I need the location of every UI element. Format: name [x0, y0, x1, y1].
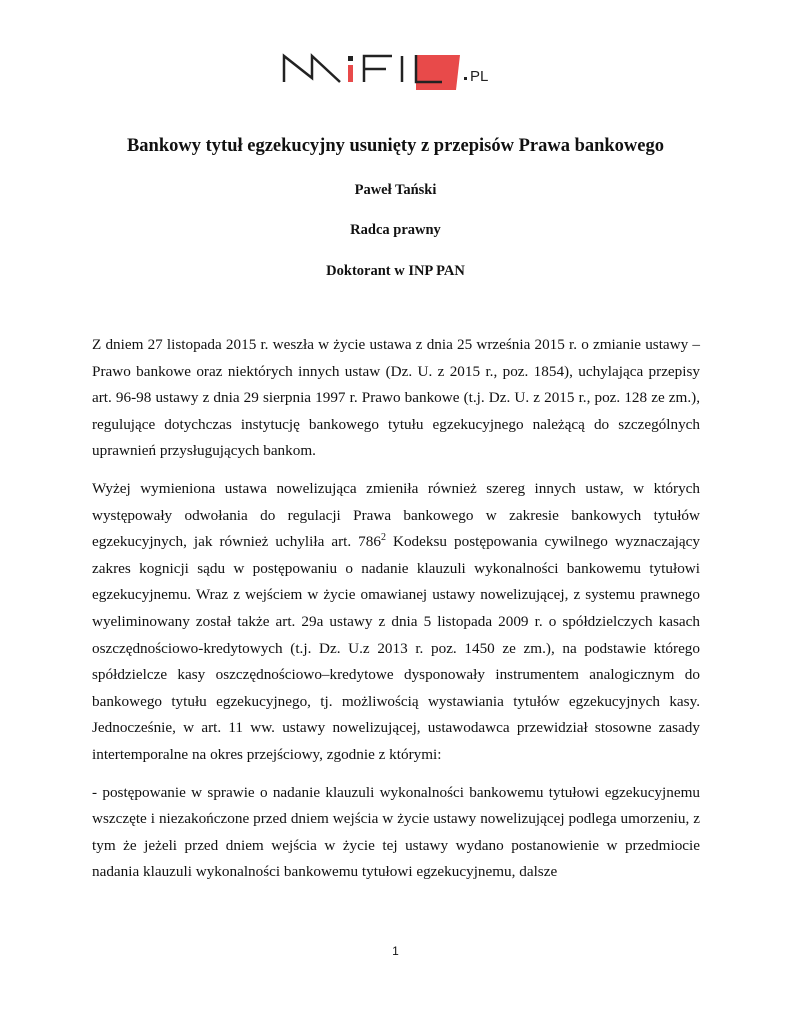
- document-body: [92, 332, 700, 897]
- document-title: Bankowy tytuł egzekucyjny usunięty z przepisów Prawa bankowego: [126, 136, 665, 156]
- mifid-logo-graphic: [282, 46, 510, 94]
- paragraph-3: - postępowanie w sprawie o nadanie klauzuli wykonalności bankowemu tytułowi egzekucyjnemu wszczęte i niezakończone przed dniem wejścia w życie ustawy nowelizującej podlega umorzeniu, z tym że jeżeli przed dniem wejścia w życie tej ustawy wydano postanowienie w przedmiocie nadania klauzuli wykonalności bankowemu tytułowi egzekucyjnemu, dalsze: [92, 783, 700, 881]
- logo-domain-text: PL: [470, 68, 489, 85]
- article-superscript: 2: [380, 532, 386, 544]
- page-number: 1: [392, 944, 399, 958]
- paragraph-2-text-start: Wyżej wymieniona ustawa nowelizująca zmieniła również szereg innych ustaw, w których występowały odwołania do regulacji Prawa bankowego w zakresie bankowych tytułów egzekucyjnych, jak również uchyliła art. 786: [92, 479, 700, 551]
- author-position: Radca prawny: [350, 222, 441, 238]
- author-affiliation: Doktorant w INP PAN: [326, 263, 465, 279]
- paragraph-2: [92, 476, 700, 769]
- mifid-logo: [282, 46, 510, 94]
- author-name: Paweł Tański: [354, 182, 437, 198]
- paragraph-2-text-end: Kodeksu postępowania cywilnego wyznaczający zakres kognicji sądu w postępowaniu o nadanie klauzuli wykonalności bankowemu tytułowi egzekucyjnemu. Wraz z wejściem w życie omawianej ustawy nowelizującej, z systemu prawnego wyeliminowany został także art. 29a ustawy z dnia 5 listopada 2009 r. o spółdzielczych kasach oszczędnościowo-kredytowych (t.j. Dz. U.z 2013 r. poz. 1450 ze zm.), na podstawie którego spółdzielcze kasy oszczędnościowo–kredytowe dysponowały instrumentem analogicznym do bankowego tytułu egzekucyjnego, tj. możliwością wystawiania tytułów egzekucyjnych kasy. Jednocześnie, w art. 11 ww. ustawy nowelizującej, ustawodawca przewidział stosowne zasady intertemporalne na okres przejściowy, zgodnie z którymi:: [92, 533, 700, 763]
- paragraph-1: Z dniem 27 listopada 2015 r. weszła w życie ustawa z dnia 25 września 2015 r. o zmianie ustawy – Prawo bankowe oraz niektórych innych ustaw (Dz. U. z 2015 r., poz. 1854), uchylająca przepisy art. 96-98 ustawy z dnia 29 sierpnia 1997 r. Prawo bankowe (t.j. Dz. U. z 2015 r., poz. 128 ze zm.), regulujące dotychczas instytucję bankowego tytułu egzekucyjnego należącą do szczególnych uprawnień przysługujących bankom.: [92, 336, 700, 460]
